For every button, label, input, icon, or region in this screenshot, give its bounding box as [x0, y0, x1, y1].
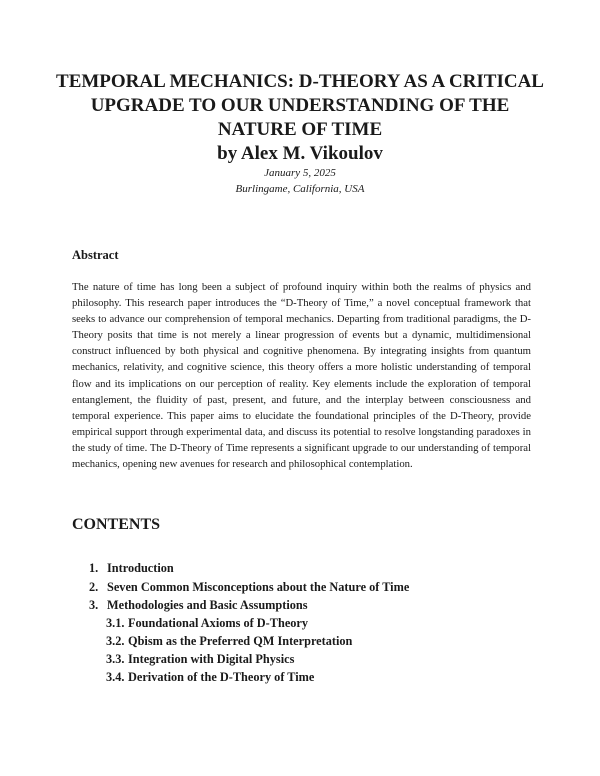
toc-number: 3.1.	[106, 616, 125, 630]
location: Burlingame, California, USA	[235, 183, 365, 195]
toc-item[interactable]	[89, 598, 308, 613]
toc-item[interactable]	[106, 616, 308, 631]
toc-label: Qbism as the Preferred QM Interpretation	[128, 634, 353, 648]
toc-number: 3.4.	[106, 670, 125, 684]
contents-heading: CONTENTS	[72, 516, 161, 533]
publication-date: January 5, 2025	[264, 167, 336, 179]
toc-label: Introduction	[107, 561, 174, 575]
author-byline: by Alex M. Vikoulov	[217, 143, 383, 164]
paper-title	[40, 70, 560, 142]
toc-item[interactable]	[106, 652, 294, 667]
toc-item[interactable]	[89, 561, 174, 576]
toc-item[interactable]	[89, 580, 409, 595]
toc-label: Methodologies and Basic Assumptions	[107, 598, 308, 612]
toc-label: Derivation of the D-Theory of Time	[128, 670, 315, 684]
toc-item[interactable]	[106, 670, 314, 685]
toc-label: Seven Common Misconceptions about the Nature of Time	[107, 580, 410, 594]
toc-label: Integration with Digital Physics	[128, 652, 295, 666]
toc-number: 3.	[89, 598, 99, 612]
title-line: TEMPORAL MECHANICS: D-THEORY AS A CRITICAL	[56, 71, 544, 92]
toc-number: 3.2.	[106, 634, 125, 648]
toc-number: 2.	[89, 580, 99, 594]
toc-item[interactable]	[106, 634, 352, 649]
toc-number: 1.	[89, 561, 99, 575]
title-line: UPGRADE TO OUR UNDERSTANDING OF THE	[90, 95, 510, 116]
abstract-text: The nature of time has long been a subject of profound inquiry within both the realms of physics and philosophy. This research paper introduces the “D-Theory of Time,” a novel conceptual framework that seeks to advance our comprehension of temporal mechanics. Departing from traditional paradigms, the D-Theory posits that time is not merely a linear progression of events but a dynamic, multidimensional construct influenced by both physical and cognitive phenomena. By integrating insights from quantum mechanics, relativity, and cognitive science, this theory offers a more holistic understanding of temporal flow and its implications on our perception of reality. Key elements include the exploration of temporal entanglement, the fluidity of past, present, and future, and the interplay between consciousness and temporal experience. This paper aims to elucidate the foundational principles of the D-Theory, provide empirical support through experimental data, and discuss its potential to resolve longstanding paradoxes in the study of time. The D-Theory of Time represents a significant upgrade to our understanding of temporal mechanics, opening new avenues for research and philosophical contemplation.	[72, 281, 531, 471]
toc-number: 3.3.	[106, 652, 125, 666]
toc-label: Foundational Axioms of D-Theory	[128, 616, 309, 630]
title-line: NATURE OF TIME	[217, 119, 383, 140]
abstract-heading: Abstract	[72, 248, 119, 262]
